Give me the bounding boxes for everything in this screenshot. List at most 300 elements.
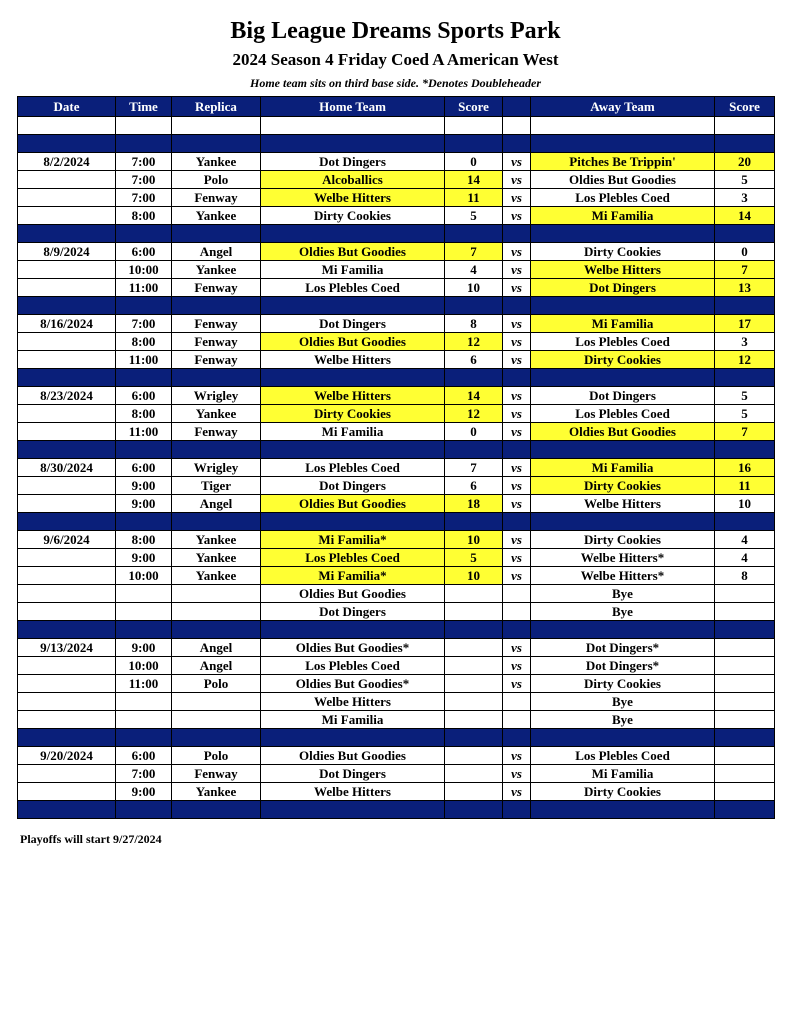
time-cell bbox=[116, 693, 172, 711]
time-cell: 10:00 bbox=[116, 261, 172, 279]
separator-cell bbox=[503, 225, 531, 243]
vs-cell: vs bbox=[503, 639, 531, 657]
home-team-cell: Los Plebles Coed bbox=[261, 279, 445, 297]
time-cell: 6:00 bbox=[116, 459, 172, 477]
week-separator-row bbox=[18, 729, 775, 747]
separator-cell bbox=[18, 441, 116, 459]
away-score-cell: 3 bbox=[715, 189, 775, 207]
home-score-cell: 12 bbox=[445, 333, 503, 351]
replica-cell: Fenway bbox=[172, 279, 261, 297]
away-score-cell: 5 bbox=[715, 405, 775, 423]
home-score-cell: 6 bbox=[445, 477, 503, 495]
game-row bbox=[18, 693, 775, 711]
away-team-cell: Mi Familia bbox=[531, 765, 715, 783]
vs-cell: vs bbox=[503, 675, 531, 693]
home-score-cell: 10 bbox=[445, 531, 503, 549]
date-cell bbox=[18, 351, 116, 369]
vs-cell: vs bbox=[503, 567, 531, 585]
separator-cell bbox=[116, 801, 172, 819]
game-row bbox=[18, 603, 775, 621]
separator-cell bbox=[503, 621, 531, 639]
game-row bbox=[18, 189, 775, 207]
date-cell bbox=[18, 603, 116, 621]
separator-cell bbox=[715, 441, 775, 459]
week-separator-row bbox=[18, 801, 775, 819]
time-cell: 7:00 bbox=[116, 153, 172, 171]
separator-cell bbox=[261, 369, 445, 387]
separator-cell bbox=[18, 513, 116, 531]
away-team-cell: Los Plebles Coed bbox=[531, 189, 715, 207]
vs-cell: vs bbox=[503, 315, 531, 333]
separator-cell bbox=[172, 621, 261, 639]
replica-cell: Fenway bbox=[172, 315, 261, 333]
game-row bbox=[18, 765, 775, 783]
game-row bbox=[18, 351, 775, 369]
separator-cell bbox=[445, 621, 503, 639]
home-team-cell: Oldies But Goodies bbox=[261, 243, 445, 261]
away-team-cell: Dirty Cookies bbox=[531, 243, 715, 261]
separator-cell bbox=[503, 441, 531, 459]
game-row bbox=[18, 567, 775, 585]
away-team-cell: Welbe Hitters bbox=[531, 495, 715, 513]
home-team-cell: Oldies But Goodies bbox=[261, 495, 445, 513]
footer-note: Playoffs will start 9/27/2024 bbox=[20, 832, 162, 846]
away-score-cell: 4 bbox=[715, 549, 775, 567]
home-team-cell: Oldies But Goodies bbox=[261, 333, 445, 351]
game-row bbox=[18, 117, 775, 135]
vs-cell bbox=[503, 711, 531, 729]
vs-cell: vs bbox=[503, 549, 531, 567]
time-cell: 6:00 bbox=[116, 387, 172, 405]
time-cell: 11:00 bbox=[116, 351, 172, 369]
home-score-cell: 11 bbox=[445, 189, 503, 207]
away-team-cell: Los Plebles Coed bbox=[531, 405, 715, 423]
time-cell: 8:00 bbox=[116, 333, 172, 351]
separator-cell bbox=[531, 801, 715, 819]
away-score-cell: 7 bbox=[715, 261, 775, 279]
game-row bbox=[18, 549, 775, 567]
game-row bbox=[18, 639, 775, 657]
away-team-cell: Bye bbox=[531, 603, 715, 621]
home-score-cell bbox=[445, 783, 503, 801]
game-row bbox=[18, 171, 775, 189]
time-cell: 10:00 bbox=[116, 657, 172, 675]
vs-cell: vs bbox=[503, 207, 531, 225]
col-header-home-team: Home Team bbox=[261, 97, 445, 117]
separator-cell bbox=[531, 621, 715, 639]
vs-cell: vs bbox=[503, 783, 531, 801]
away-score-cell bbox=[715, 675, 775, 693]
replica-cell bbox=[172, 585, 261, 603]
home-team-cell: Los Plebles Coed bbox=[261, 657, 445, 675]
separator-cell bbox=[503, 513, 531, 531]
separator-cell bbox=[172, 225, 261, 243]
home-team-cell: Welbe Hitters bbox=[261, 387, 445, 405]
home-score-cell: 10 bbox=[445, 567, 503, 585]
separator-cell bbox=[116, 135, 172, 153]
date-cell bbox=[18, 567, 116, 585]
home-score-cell: 8 bbox=[445, 315, 503, 333]
separator-cell bbox=[116, 513, 172, 531]
separator-cell bbox=[172, 369, 261, 387]
away-score-cell: 5 bbox=[715, 171, 775, 189]
date-cell bbox=[18, 171, 116, 189]
home-score-cell: 10 bbox=[445, 279, 503, 297]
game-row bbox=[18, 279, 775, 297]
col-header-away-score: Score bbox=[715, 97, 775, 117]
separator-cell bbox=[116, 621, 172, 639]
home-score-cell bbox=[445, 117, 503, 135]
time-cell: 7:00 bbox=[116, 765, 172, 783]
away-score-cell bbox=[715, 765, 775, 783]
time-cell bbox=[116, 117, 172, 135]
vs-cell: vs bbox=[503, 333, 531, 351]
away-score-cell: 14 bbox=[715, 207, 775, 225]
separator-cell bbox=[18, 729, 116, 747]
separator-cell bbox=[172, 441, 261, 459]
separator-cell bbox=[116, 297, 172, 315]
home-team-cell: Mi Familia bbox=[261, 711, 445, 729]
separator-cell bbox=[116, 225, 172, 243]
home-team-cell: Dot Dingers bbox=[261, 765, 445, 783]
date-cell bbox=[18, 423, 116, 441]
separator-cell bbox=[445, 369, 503, 387]
date-cell bbox=[18, 657, 116, 675]
vs-cell bbox=[503, 603, 531, 621]
date-cell bbox=[18, 711, 116, 729]
date-cell bbox=[18, 333, 116, 351]
date-cell: 8/23/2024 bbox=[18, 387, 116, 405]
separator-cell bbox=[18, 621, 116, 639]
home-team-cell: Los Plebles Coed bbox=[261, 459, 445, 477]
time-cell: 9:00 bbox=[116, 549, 172, 567]
away-score-cell: 11 bbox=[715, 477, 775, 495]
vs-cell: vs bbox=[503, 405, 531, 423]
away-team-cell: Dirty Cookies bbox=[531, 675, 715, 693]
home-score-cell bbox=[445, 657, 503, 675]
home-score-cell: 7 bbox=[445, 459, 503, 477]
separator-cell bbox=[116, 729, 172, 747]
game-row bbox=[18, 207, 775, 225]
home-score-cell bbox=[445, 639, 503, 657]
away-score-cell bbox=[715, 117, 775, 135]
vs-cell: vs bbox=[503, 765, 531, 783]
separator-cell bbox=[261, 513, 445, 531]
page-title: Big League Dreams Sports Park bbox=[230, 18, 561, 44]
time-cell: 11:00 bbox=[116, 423, 172, 441]
home-score-cell: 4 bbox=[445, 261, 503, 279]
separator-cell bbox=[715, 225, 775, 243]
away-team-cell: Dot Dingers bbox=[531, 387, 715, 405]
game-row bbox=[18, 711, 775, 729]
schedule-table bbox=[17, 96, 775, 819]
replica-cell: Fenway bbox=[172, 351, 261, 369]
replica-cell: Angel bbox=[172, 495, 261, 513]
separator-cell bbox=[503, 801, 531, 819]
time-cell: 7:00 bbox=[116, 189, 172, 207]
time-cell: 7:00 bbox=[116, 315, 172, 333]
vs-cell: vs bbox=[503, 477, 531, 495]
separator-cell bbox=[531, 513, 715, 531]
away-team-cell: Dirty Cookies bbox=[531, 783, 715, 801]
vs-cell: vs bbox=[503, 171, 531, 189]
time-cell: 9:00 bbox=[116, 783, 172, 801]
separator-cell bbox=[172, 729, 261, 747]
replica-cell: Yankee bbox=[172, 207, 261, 225]
away-score-cell: 3 bbox=[715, 333, 775, 351]
game-row bbox=[18, 783, 775, 801]
home-team-cell: Dot Dingers bbox=[261, 315, 445, 333]
separator-cell bbox=[261, 135, 445, 153]
home-score-cell: 14 bbox=[445, 387, 503, 405]
separator-cell bbox=[261, 801, 445, 819]
game-row bbox=[18, 333, 775, 351]
col-header-vs bbox=[503, 97, 531, 117]
home-team-cell: Welbe Hitters bbox=[261, 693, 445, 711]
home-team-cell: Oldies But Goodies bbox=[261, 747, 445, 765]
home-team-cell: Mi Familia* bbox=[261, 567, 445, 585]
vs-cell: vs bbox=[503, 153, 531, 171]
col-header-replica: Replica bbox=[172, 97, 261, 117]
game-row bbox=[18, 459, 775, 477]
replica-cell: Angel bbox=[172, 657, 261, 675]
away-team-cell: Dot Dingers* bbox=[531, 657, 715, 675]
date-cell bbox=[18, 783, 116, 801]
replica-cell: Polo bbox=[172, 747, 261, 765]
away-score-cell: 12 bbox=[715, 351, 775, 369]
replica-cell: Yankee bbox=[172, 567, 261, 585]
replica-cell: Fenway bbox=[172, 189, 261, 207]
time-cell: 9:00 bbox=[116, 477, 172, 495]
time-cell: 11:00 bbox=[116, 279, 172, 297]
replica-cell: Polo bbox=[172, 171, 261, 189]
date-cell: 9/6/2024 bbox=[18, 531, 116, 549]
away-score-cell bbox=[715, 585, 775, 603]
vs-cell: vs bbox=[503, 243, 531, 261]
separator-cell bbox=[172, 513, 261, 531]
separator-cell bbox=[503, 729, 531, 747]
home-score-cell: 0 bbox=[445, 153, 503, 171]
vs-cell: vs bbox=[503, 279, 531, 297]
date-cell: 9/13/2024 bbox=[18, 639, 116, 657]
separator-cell bbox=[116, 369, 172, 387]
separator-cell bbox=[531, 297, 715, 315]
home-team-cell: Dirty Cookies bbox=[261, 405, 445, 423]
col-header-home-score: Score bbox=[445, 97, 503, 117]
game-row bbox=[18, 153, 775, 171]
away-team-cell: Pitches Be Trippin' bbox=[531, 153, 715, 171]
game-row bbox=[18, 585, 775, 603]
separator-cell bbox=[531, 135, 715, 153]
home-team-cell: Welbe Hitters bbox=[261, 351, 445, 369]
home-score-cell: 6 bbox=[445, 351, 503, 369]
vs-cell: vs bbox=[503, 495, 531, 513]
home-team-cell: Dirty Cookies bbox=[261, 207, 445, 225]
separator-cell bbox=[261, 225, 445, 243]
away-team-cell: Los Plebles Coed bbox=[531, 333, 715, 351]
home-score-cell bbox=[445, 711, 503, 729]
date-cell bbox=[18, 675, 116, 693]
separator-cell bbox=[445, 441, 503, 459]
date-cell: 8/16/2024 bbox=[18, 315, 116, 333]
away-team-cell: Bye bbox=[531, 693, 715, 711]
separator-cell bbox=[18, 801, 116, 819]
home-team-cell bbox=[261, 117, 445, 135]
date-cell bbox=[18, 495, 116, 513]
vs-cell: vs bbox=[503, 261, 531, 279]
separator-cell bbox=[445, 225, 503, 243]
away-score-cell bbox=[715, 747, 775, 765]
date-cell bbox=[18, 693, 116, 711]
away-team-cell: Los Plebles Coed bbox=[531, 747, 715, 765]
week-separator-row bbox=[18, 441, 775, 459]
away-team-cell: Welbe Hitters bbox=[531, 261, 715, 279]
date-cell bbox=[18, 117, 116, 135]
replica-cell: Yankee bbox=[172, 261, 261, 279]
col-header-away-team: Away Team bbox=[531, 97, 715, 117]
game-row bbox=[18, 657, 775, 675]
away-score-cell bbox=[715, 639, 775, 657]
home-score-cell: 5 bbox=[445, 207, 503, 225]
game-row bbox=[18, 387, 775, 405]
week-separator-row bbox=[18, 297, 775, 315]
away-team-cell: Oldies But Goodies bbox=[531, 171, 715, 189]
home-team-cell: Oldies But Goodies bbox=[261, 585, 445, 603]
time-cell: 8:00 bbox=[116, 531, 172, 549]
vs-cell: vs bbox=[503, 747, 531, 765]
replica-cell: Wrigley bbox=[172, 387, 261, 405]
separator-cell bbox=[715, 801, 775, 819]
away-score-cell bbox=[715, 711, 775, 729]
game-row bbox=[18, 495, 775, 513]
game-row bbox=[18, 477, 775, 495]
time-cell: 7:00 bbox=[116, 171, 172, 189]
schedule-body bbox=[18, 117, 775, 819]
away-score-cell bbox=[715, 783, 775, 801]
separator-cell bbox=[445, 513, 503, 531]
vs-cell: vs bbox=[503, 351, 531, 369]
replica-cell: Yankee bbox=[172, 153, 261, 171]
separator-cell bbox=[18, 369, 116, 387]
away-score-cell: 5 bbox=[715, 387, 775, 405]
home-score-cell: 12 bbox=[445, 405, 503, 423]
away-team-cell: Mi Familia bbox=[531, 459, 715, 477]
week-separator-row bbox=[18, 225, 775, 243]
separator-cell bbox=[445, 801, 503, 819]
date-cell bbox=[18, 405, 116, 423]
separator-cell bbox=[261, 297, 445, 315]
week-separator-row bbox=[18, 621, 775, 639]
replica-cell: Yankee bbox=[172, 549, 261, 567]
replica-cell: Yankee bbox=[172, 531, 261, 549]
away-score-cell bbox=[715, 657, 775, 675]
date-cell: 8/2/2024 bbox=[18, 153, 116, 171]
separator-cell bbox=[172, 801, 261, 819]
away-team-cell: Dirty Cookies bbox=[531, 351, 715, 369]
home-team-cell: Los Plebles Coed bbox=[261, 549, 445, 567]
week-separator-row bbox=[18, 369, 775, 387]
date-cell: 9/20/2024 bbox=[18, 747, 116, 765]
game-row bbox=[18, 531, 775, 549]
home-score-cell bbox=[445, 585, 503, 603]
home-score-cell bbox=[445, 747, 503, 765]
replica-cell: Yankee bbox=[172, 405, 261, 423]
separator-cell bbox=[715, 297, 775, 315]
week-separator-row bbox=[18, 513, 775, 531]
home-score-cell: 0 bbox=[445, 423, 503, 441]
separator-cell bbox=[503, 369, 531, 387]
away-score-cell: 10 bbox=[715, 495, 775, 513]
separator-cell bbox=[445, 135, 503, 153]
away-team-cell: Mi Familia bbox=[531, 315, 715, 333]
vs-cell bbox=[503, 693, 531, 711]
date-cell bbox=[18, 765, 116, 783]
home-team-cell: Mi Familia* bbox=[261, 531, 445, 549]
game-row bbox=[18, 747, 775, 765]
home-team-cell: Mi Familia bbox=[261, 261, 445, 279]
away-score-cell: 4 bbox=[715, 531, 775, 549]
replica-cell: Polo bbox=[172, 675, 261, 693]
week-separator-row bbox=[18, 135, 775, 153]
home-team-cell: Dot Dingers bbox=[261, 603, 445, 621]
separator-cell bbox=[261, 621, 445, 639]
replica-cell bbox=[172, 711, 261, 729]
date-cell bbox=[18, 207, 116, 225]
away-score-cell: 17 bbox=[715, 315, 775, 333]
replica-cell: Fenway bbox=[172, 333, 261, 351]
home-team-cell: Welbe Hitters bbox=[261, 783, 445, 801]
home-team-cell: Oldies But Goodies* bbox=[261, 639, 445, 657]
away-score-cell bbox=[715, 603, 775, 621]
date-cell bbox=[18, 585, 116, 603]
game-row bbox=[18, 405, 775, 423]
home-score-cell: 5 bbox=[445, 549, 503, 567]
away-team-cell: Dirty Cookies bbox=[531, 531, 715, 549]
separator-cell bbox=[531, 441, 715, 459]
home-team-cell: Dot Dingers bbox=[261, 153, 445, 171]
replica-cell: Fenway bbox=[172, 765, 261, 783]
away-score-cell: 8 bbox=[715, 567, 775, 585]
away-team-cell: Dirty Cookies bbox=[531, 477, 715, 495]
separator-cell bbox=[18, 225, 116, 243]
separator-cell bbox=[18, 135, 116, 153]
away-score-cell: 16 bbox=[715, 459, 775, 477]
time-cell: 9:00 bbox=[116, 495, 172, 513]
time-cell: 11:00 bbox=[116, 675, 172, 693]
col-header-date: Date bbox=[18, 97, 116, 117]
date-cell: 8/9/2024 bbox=[18, 243, 116, 261]
home-score-cell bbox=[445, 765, 503, 783]
vs-cell: vs bbox=[503, 531, 531, 549]
game-row bbox=[18, 675, 775, 693]
replica-cell: Tiger bbox=[172, 477, 261, 495]
time-cell bbox=[116, 711, 172, 729]
home-score-cell bbox=[445, 693, 503, 711]
away-score-cell bbox=[715, 693, 775, 711]
separator-cell bbox=[18, 297, 116, 315]
home-score-cell bbox=[445, 603, 503, 621]
replica-cell: Yankee bbox=[172, 783, 261, 801]
time-cell: 8:00 bbox=[116, 405, 172, 423]
separator-cell bbox=[715, 621, 775, 639]
vs-cell: vs bbox=[503, 387, 531, 405]
game-row bbox=[18, 315, 775, 333]
vs-cell bbox=[503, 117, 531, 135]
date-cell bbox=[18, 189, 116, 207]
separator-cell bbox=[261, 441, 445, 459]
home-score-cell: 18 bbox=[445, 495, 503, 513]
time-cell: 8:00 bbox=[116, 207, 172, 225]
